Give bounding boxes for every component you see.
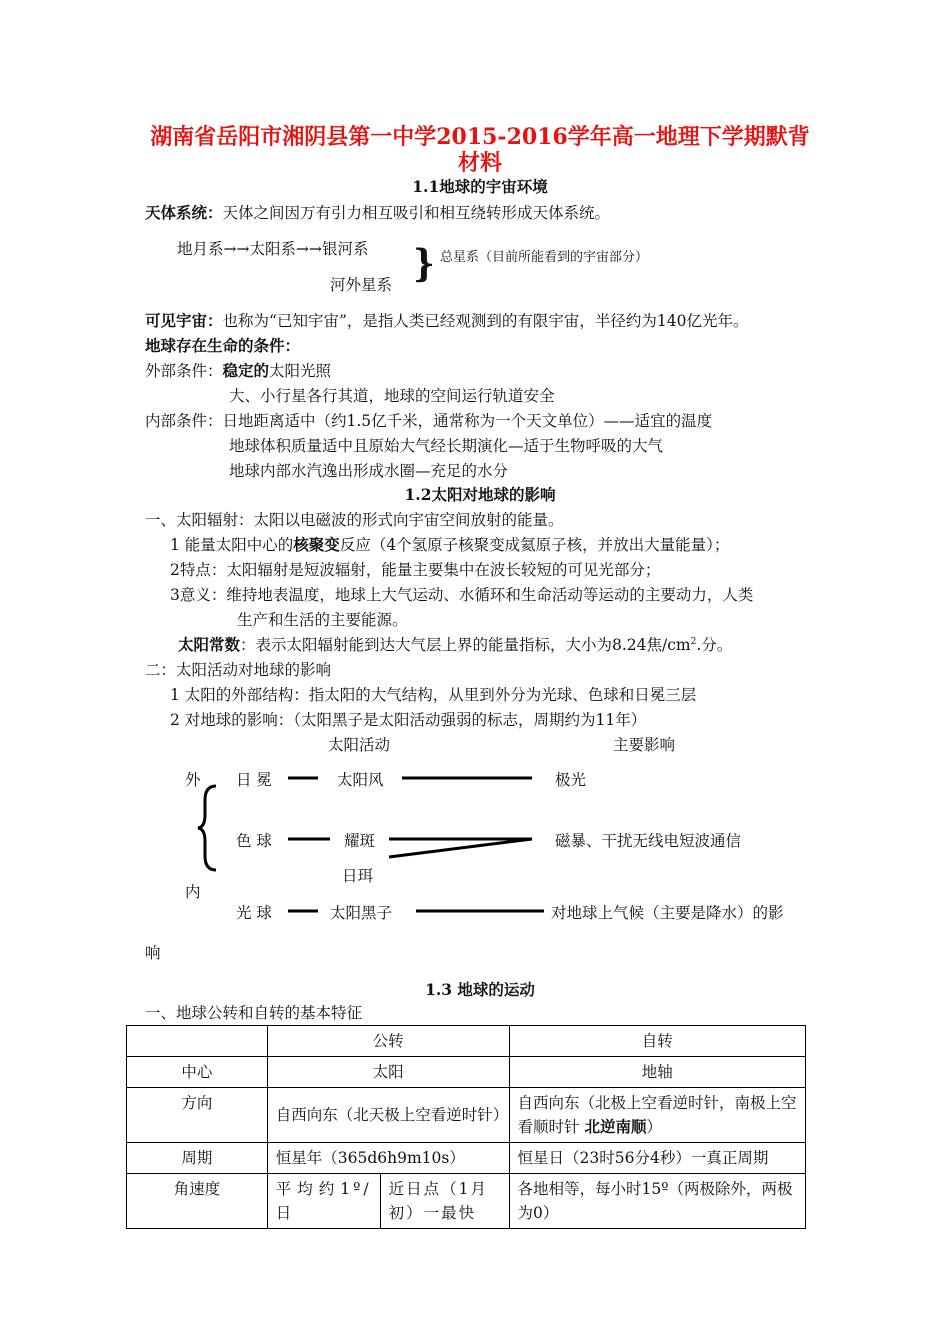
table-row	[127, 1026, 806, 1057]
effect-climate: 对地球上气候（主要是降水）的影	[551, 904, 784, 922]
cell-period-revolution: 恒星年（365d6h9m10s）	[267, 1143, 509, 1174]
outer-label: 外	[185, 771, 201, 789]
meaning-line-2: 生产和生活的主要能源。	[237, 611, 408, 629]
page-title: 湖南省岳阳市湘阴县第一中学2015-2016学年高一地理下学期默背	[150, 124, 810, 150]
internal-text-1: 日地距离适中（约1.5亿千米，通常称为一个天文单位）——适宜的温度	[222, 412, 713, 430]
kejian-text: 也称为“已知宇宙”，是指人类已经观测到的有限宇宙，半径约为140亿光年。	[222, 312, 749, 330]
direction-rotation-bold: 北逆南顺	[584, 1117, 647, 1137]
cell-angular-perihelion: 近日点（1月初）一最快	[380, 1174, 509, 1229]
solar-constant-label: 太阳常数	[178, 635, 241, 654]
activity-heading: 二：太阳活动对地球的影响	[145, 661, 332, 679]
solar-constant-text: ：表示太阳辐射能到达大气层上界的能量指标，大小为8.24焦/cm	[240, 636, 691, 654]
row-label-center: 中心	[127, 1057, 268, 1088]
activity-solar-wind: 太阳风	[337, 771, 384, 789]
page-title-line2: 材料	[457, 150, 502, 176]
cell-direction-revolution: 自西向东（北天极上空看逆时针）	[267, 1088, 509, 1143]
radiation-paragraph: 一、太阳辐射：太阳以电磁波的形式向宇宙空间放射的能量。	[145, 511, 564, 529]
table-row	[127, 1088, 806, 1143]
col-activity-header: 太阳活动	[328, 736, 391, 754]
row-label-direction: 方向	[127, 1088, 268, 1143]
table-row	[127, 1174, 806, 1229]
inner-label: 内	[185, 883, 201, 901]
energy-text-a: 1 能量太阳中心的	[170, 536, 294, 554]
table-row	[127, 1143, 806, 1174]
effect-magnetic-storm: 磁暴、干扰无线电短波通信	[555, 832, 742, 850]
row-label-angular-speed: 角速度	[127, 1174, 268, 1229]
layer-chromosphere: 色 球	[236, 832, 272, 850]
row-label-period: 周期	[127, 1143, 268, 1174]
activity-prominence: 日珥	[342, 867, 374, 885]
galaxy-chain: 地月系→→太阳系→→银河系	[177, 240, 369, 258]
meaning-line: 3意义：维持地表温度，地球上大气运动、水循环和生命活动等运动的主要动力，人类	[170, 586, 754, 604]
external-text-2: 大、小行星各行其道，地球的空间运行轨道安全	[229, 387, 555, 405]
external-text-1: 太阳光照	[269, 362, 332, 380]
energy-text-c: 反应（4个氢原子核聚变成氦原子核，并放出大量能量）；	[339, 536, 730, 554]
effect-climate-wrap: 响	[145, 944, 161, 962]
impact-line: 2 对地球的影响：（太阳黑子是太阳活动强弱的标志，周期约为11年）	[170, 711, 647, 729]
feature-line: 2特点：太阳辐射是短波辐射，能量主要集中在波长较短的可见光部分；	[170, 561, 661, 579]
solar-constant-end: .分。	[696, 636, 733, 654]
left-brace-icon	[198, 786, 216, 870]
internal-label: 内部条件：	[145, 412, 223, 430]
cell-period-rotation: 恒星日（23时56分4秒）一真正周期	[509, 1143, 805, 1174]
life-conditions-heading: 地球存在生命的条件：	[145, 336, 301, 355]
effect-aurora: 极光	[555, 771, 587, 789]
motion-features-heading: 一、地球公转和自转的基本特征	[145, 1004, 363, 1022]
internal-text-3: 地球内部水汽逸出形成水圈—充足的水分	[229, 462, 509, 480]
extragalactic-label: 河外星系	[330, 276, 393, 294]
tianti-label: 天体系统：	[145, 203, 223, 222]
supergalaxy-label: 总星系（目前所能看到的宇宙部分）	[440, 250, 649, 265]
cell-angular-avg: 平均约1º/日	[267, 1174, 380, 1229]
connector-prominence	[389, 839, 532, 857]
direction-rotation-end: ）	[646, 1118, 663, 1137]
section-heading-1-3: 1.3 地球的运动	[425, 980, 535, 999]
col-effect-header: 主要影响	[613, 736, 676, 754]
section-heading-1-2: 1.2太阳对地球的影响	[404, 485, 556, 504]
cell-direction-rotation	[509, 1088, 805, 1143]
direction-rotation-text: 自西向东（北极上空看逆时针，南极上空看顺时针	[517, 1094, 797, 1137]
tianti-text: 天体之间因万有引力相互吸引和相互绕转形成天体系统。	[222, 204, 611, 222]
layer-photosphere: 光 球	[236, 904, 272, 922]
solar-constant-sup: 2	[690, 636, 697, 647]
structure-line: 1 太阳的外部结构：指太阳的大气结构，从里到外分为光球、色球和日冕三层	[170, 686, 697, 704]
cell-center-revolution: 太阳	[267, 1057, 509, 1088]
fusion-bold: 核聚变	[293, 535, 340, 554]
brace-right-icon: }	[413, 241, 435, 286]
motion-table	[126, 1025, 806, 1229]
kejian-label: 可见宇宙：	[145, 311, 223, 330]
table-header-rotation: 自转	[509, 1026, 805, 1057]
internal-text-2: 地球体积质量适中且原始大气经长期演化—适于生物呼吸的大气	[229, 437, 664, 455]
cell-center-rotation: 地轴	[509, 1057, 805, 1088]
activity-flare: 耀斑	[344, 832, 376, 850]
layer-corona: 日 冕	[236, 771, 272, 789]
cell-angular-rotation: 各地相等，每小时15º（两极除外，两极为0）	[509, 1174, 805, 1229]
external-bold: 稳定的	[222, 361, 270, 380]
table-header-revolution: 公转	[267, 1026, 509, 1057]
table-row	[127, 1057, 806, 1088]
activity-sunspot: 太阳黑子	[330, 904, 393, 922]
table-cell-empty	[127, 1026, 268, 1057]
external-label: 外部条件：	[145, 362, 223, 380]
section-heading-1-1: 1.1地球的宇宙环境	[412, 177, 548, 196]
